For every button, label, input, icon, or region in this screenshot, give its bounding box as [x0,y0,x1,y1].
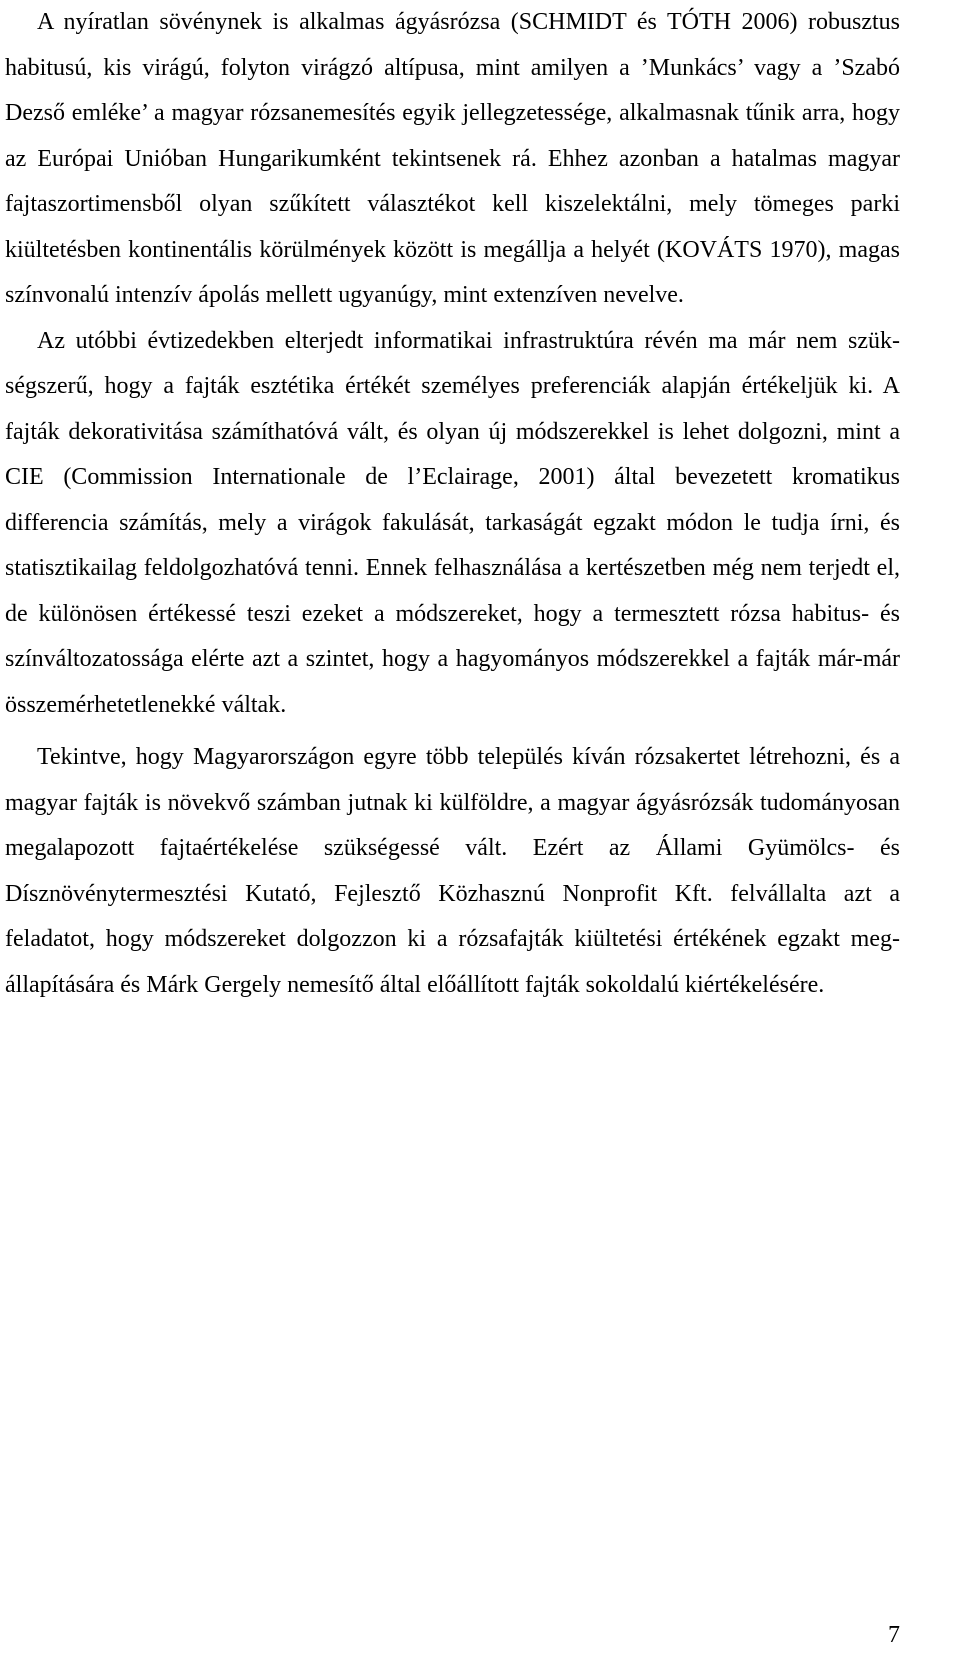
paragraph-2: Az utóbbi évtizedekben elterjedt informatikai infrastruktúra révén ma már nem szükségszerű, hogy a fajták esztétika értékét személyes preferenciák alapján értékeljük ki. A fajták dekorativitása számíthatóvá vált, és olyan új módszerekkel is lehet dolgozni, mint a CIE (Commission Internationale de l’Eclairage, 2001) által bevezetett kromatikus differencia számítás, mely a virágok fakulását, tarkaságát egzakt módon le tudja írni, és statisztikailag feldolgozhatóvá tenni. Ennek felhasználása a kertészetben még nem terjedt el, de különösen értékessé teszi ezeket a módszereket, hogy a termesztett rózsa habitus- és színváltozatossága elérte azt a szintet, hogy a hagyományos módszerekkel a fajták már-már összemérhetetlenekké váltak. [5,327,900,718]
page-number: 7 [888,1622,900,1648]
paragraph-1: A nyíratlan sövénynek is alkalmas ágyásrózsa (SCHMIDT és TÓTH 2006) robusztus habitusú, kis virágú, folyton virágzó altípusa, mint amilyen a ’Munkács’ vagy a ’Szabó Dezső emléke’ a magyar rózsanemesítés egyik jellegzetessége, alkalmasnak tűnik arra, hogy az Európai Unióban Hungarikumként tekintsenek rá. Ehhez azonban a hatalmas magyar fajtaszortimensből olyan szűkített választékot kell kiszelektálni, mely tömeges parki kiültetésben kontinentális körülmények között is megállja a helyét (KOVÁTS 1970), magas színvonalú intenzív ápolás mellett ugyanúgy, mint extenzíven nevelve. [5,9,900,308]
body-text [5,0,900,1008]
paragraph-3: Tekintve, hogy Magyarországon egyre több település kíván rózsakertet létrehozni, és a magyar fajták is növekvő számban jutnak ki külföldre, a magyar ágyásrózsák tudományosan megalapozott fajtaértékelése szükségessé vált. Ezért az Állami Gyümölcs- és Dísznövénytermesztési Kutató, Fejlesztő Közhasznú Nonprofit Kft. felvállalta azt a feladatot, hogy módszereket dolgozzon ki a rózsafajták kiültetési értékének egzakt megállapítására és Márk Gergely nemesítő által előállított fajták sokoldalú kiértékelésére. [5,744,900,998]
